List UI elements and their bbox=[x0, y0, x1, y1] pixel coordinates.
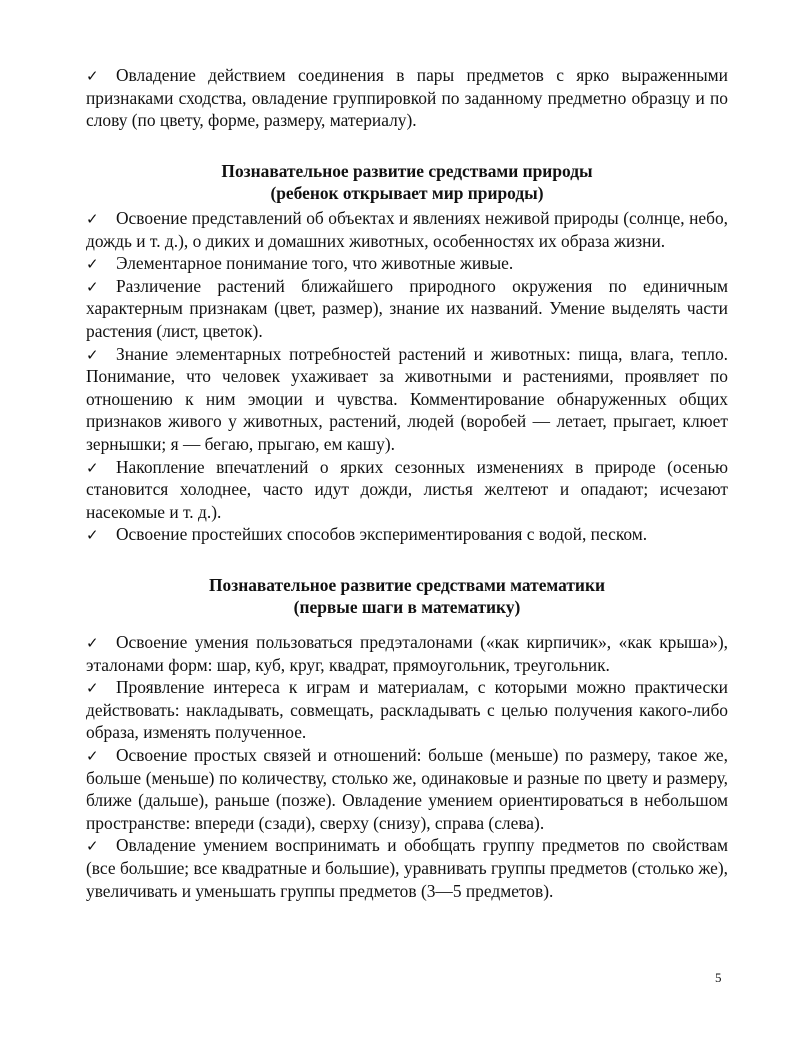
list-item-text: Накопление впечатлений о ярких сезонных изменениях в природе (осенью становится холоднее, часто идут дожди, листья желтеют и опадают; исчезают насекомые и т. д.). bbox=[86, 456, 728, 522]
checkmark-icon: ✓ bbox=[86, 277, 99, 296]
list-item-text: Овладение умением воспринимать и обобщать группу предметов по свойствам (все большие; все квадратные и большие), уравнивать группы предметов (столько же), увеличивать и уменьшать группы предметов (3—5 предметов). bbox=[86, 835, 728, 901]
list-item-text: Проявление интереса к играм и материалам, с которыми можно практически действовать: накладывать, совмещать, раскладывать с целью получения какого-либо образа, изменять полученное. bbox=[86, 677, 728, 743]
page-number: 5 bbox=[715, 970, 722, 985]
checkmark-icon: ✓ bbox=[86, 458, 99, 477]
list-item bbox=[86, 207, 728, 252]
list-item-text: Освоение простых связей и отношений: больше (меньше) по размеру, такое же, больше (меньше) по количеству, столько же, одинаковые и разные по цвету и размеру, ближе (дальше), раньше (позже). Овладение умением ориентироваться в небольшом пространстве: впереди (сзади), сверху (снизу), справа (слева). bbox=[86, 745, 728, 833]
list-item bbox=[86, 676, 728, 744]
list-item bbox=[86, 631, 728, 676]
list-item bbox=[86, 744, 728, 834]
section-heading-nature bbox=[86, 160, 728, 205]
list-item-text: Элементарное понимание того, что животные живые. bbox=[116, 253, 514, 274]
checkmark-icon: ✓ bbox=[86, 67, 99, 85]
list-item bbox=[86, 343, 728, 456]
section-subtitle: (первые шаги в математику) bbox=[293, 597, 521, 618]
checkmark-icon: ✓ bbox=[86, 837, 99, 856]
document-page bbox=[86, 64, 728, 902]
list-item bbox=[86, 834, 728, 902]
list-item-text: Овладение действием соединения в пары предметов с ярко выраженными признаками сходства, овладение группировкой по заданному предметно образцу и по слову (по цвету, форме, размеру, материалу). bbox=[86, 65, 728, 131]
checkmark-icon: ✓ bbox=[86, 209, 99, 228]
section-title: Познавательное развитие средствами природы bbox=[221, 160, 593, 181]
list-item bbox=[86, 252, 728, 275]
list-item bbox=[86, 275, 728, 343]
list-item-text: Различение растений ближайшего природного окружения по единичным характерным признакам (цвет, размер), знание их названий. Умение выделять части растения (лист, цветок). bbox=[86, 275, 728, 341]
list-item-text: Освоение представлений об объектах и явлениях неживой природы (солнце, небо, дождь и т. д.), о диких и домашних животных, особенностях их образа жизни. bbox=[86, 207, 728, 251]
checkmark-icon: ✓ bbox=[86, 526, 99, 545]
section-title: Познавательное развитие средствами математики bbox=[208, 574, 605, 595]
list-item-text: Освоение умения пользоваться предэталонами («как кирпичик», «как крыша»), эталонами форм: шар, куб, круг, квадрат, прямоугольник, треугольник. bbox=[86, 632, 728, 675]
checkmark-icon: ✓ bbox=[86, 747, 99, 766]
section-subtitle: (ребенок открывает мир природы) bbox=[270, 183, 544, 204]
list-item-text: Знание элементарных потребностей растений и животных: пища, влага, тепло. Понимание, что человек ухаживает за животными и растениями, проявляет по отношению к ним эмоции и чувства. Комментирование обнаруженных общих признаков живого у животных, растений, людей (воробей — летает, прыгает, клюет зернышки; я — бегаю, прыгаю, ем кашу). bbox=[86, 343, 728, 454]
list-item-text: Освоение простейших способов экспериментирования с водой, песком. bbox=[116, 524, 648, 545]
checkmark-icon: ✓ bbox=[86, 345, 99, 364]
list-item bbox=[86, 456, 728, 524]
section-heading-math bbox=[86, 574, 728, 619]
checkmark-icon: ✓ bbox=[86, 634, 99, 653]
list-item bbox=[86, 523, 728, 546]
list-item bbox=[86, 64, 728, 132]
checkmark-icon: ✓ bbox=[86, 255, 99, 274]
checkmark-icon: ✓ bbox=[86, 679, 99, 698]
